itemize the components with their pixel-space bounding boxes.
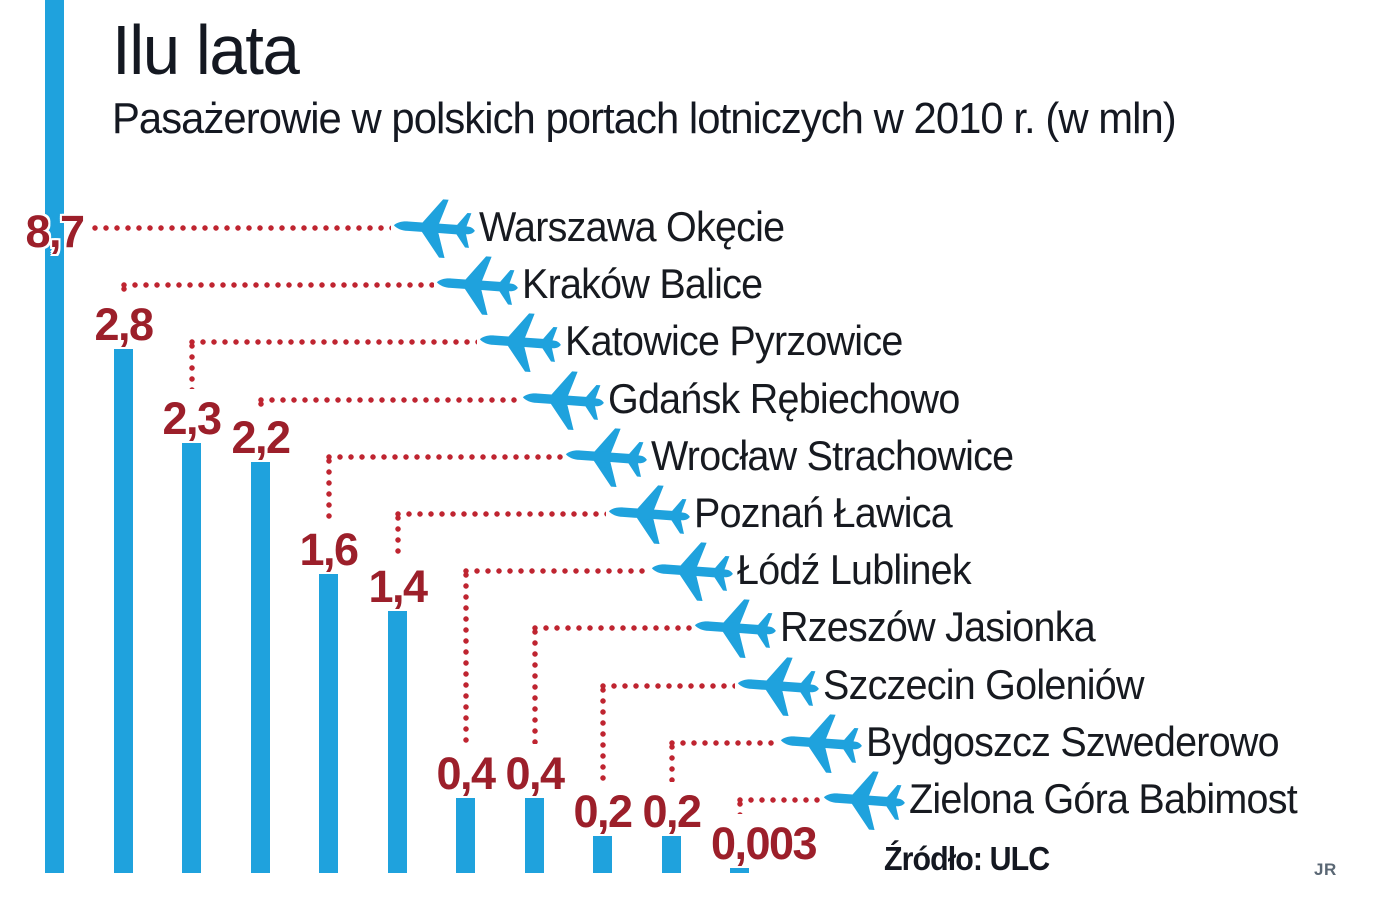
leader-line-vertical — [463, 572, 469, 744]
leader-line-vertical — [669, 744, 675, 782]
leader-line-horizontal — [669, 740, 779, 746]
title-block — [112, 11, 1232, 144]
bar-6 — [456, 798, 475, 873]
leader-line-vertical — [532, 629, 538, 744]
leader-line-horizontal — [92, 225, 391, 231]
credit-label: JR — [1314, 860, 1337, 879]
bar-8 — [593, 836, 612, 873]
bar-9 — [662, 836, 681, 873]
chart-title: Ilu lata — [112, 11, 299, 89]
leader-line-horizontal — [326, 454, 564, 460]
bar-5 — [388, 611, 407, 873]
value-label: 2,8 — [94, 299, 153, 351]
leader-line-horizontal — [737, 797, 822, 803]
value-label: 1,6 — [299, 523, 358, 575]
value-label: 0,4 — [436, 748, 495, 800]
value-label: 0,003 — [710, 818, 817, 869]
leader-line-horizontal — [463, 568, 650, 574]
airport-name: Łódź Lublinek — [737, 546, 971, 593]
leader-line-vertical — [121, 286, 127, 295]
leader-line-vertical — [189, 343, 195, 389]
airport-name: Rzeszów Jasionka — [780, 603, 1095, 650]
bar-4 — [319, 574, 338, 873]
leader-line-horizontal — [258, 397, 521, 403]
bar-1 — [114, 349, 133, 873]
leader-line-horizontal — [532, 625, 693, 631]
value-label: 0,4 — [505, 748, 564, 800]
airport-name: Bydgoszcz Szwederowo — [866, 718, 1279, 765]
leader-line-vertical — [600, 687, 606, 782]
value-label: 2,2 — [231, 411, 290, 463]
leader-line-horizontal — [189, 339, 478, 345]
airport-name: Wrocław Strachowice — [651, 432, 1014, 479]
leader-line-vertical — [326, 458, 332, 520]
value-label: 0,2 — [573, 785, 632, 837]
chart-subtitle: Pasażerowie w polskich portach lotniczych w 2010 r. (w mln) — [112, 93, 1176, 143]
airport-name: Poznań Ławica — [694, 489, 953, 536]
leader-line-horizontal — [121, 282, 435, 288]
airport-name: Gdańsk Rębiechowo — [608, 375, 960, 422]
airplane-icon — [832, 759, 896, 841]
airport-name: Katowice Pyrzowice — [565, 317, 903, 364]
value-label: 8,7 — [25, 206, 84, 257]
bar-3 — [251, 462, 270, 873]
airport-name: Szczecin Goleniów — [823, 661, 1144, 708]
value-label: 2,3 — [162, 392, 221, 444]
leader-line-vertical — [395, 515, 401, 557]
leader-line-vertical — [258, 401, 264, 408]
leader-line-horizontal — [600, 683, 736, 689]
leader-line-horizontal — [395, 511, 607, 517]
value-label: 0,2 — [642, 785, 701, 837]
airport-name: Kraków Balice — [522, 260, 763, 307]
airport-name: Zielona Góra Babimost — [909, 775, 1297, 822]
airport-name: Warszawa Okęcie — [479, 203, 785, 250]
bar-7 — [525, 798, 544, 873]
source-label: Źródło: ULC — [884, 840, 1050, 877]
leader-line-vertical — [737, 801, 743, 814]
bar-2 — [182, 443, 201, 873]
value-label: 1,4 — [368, 561, 427, 613]
bar-0 — [45, 0, 64, 873]
